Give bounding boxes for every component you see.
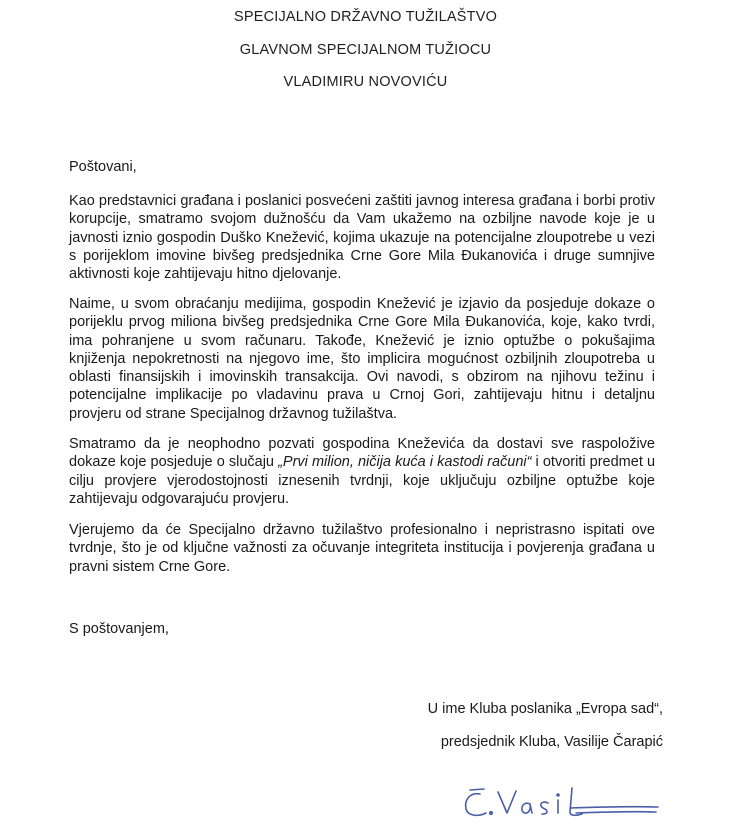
closing: S poštovanjem,: [69, 621, 169, 637]
signatory-club-line: U ime Kluba poslanika „Evropa sad“,: [427, 701, 663, 717]
case-name-italic: „Prvi milion, ničija kuća i kastodi računi“: [278, 454, 532, 471]
paragraph-3: [69, 435, 655, 508]
handwritten-signature: [458, 780, 663, 822]
paragraph-1: Kao predstavnici građana i poslanici posvećeni zaštiti javnog interesa građana i borbi protiv korupcije, smatramo svojom dužnošću da Vam ukažemo na ozbiljne navode koje je u javnosti iznio gospodin Duško Knežević, kojima ukazuje na potencijalne zloupotrebe u vezi s porijeklom imovine bivšeg predsjednika Crne Gore Mila Đukanovića i druge sumnjive aktivnosti koje zahtijevaju hitno djelovanje.: [69, 193, 655, 283]
addressee-line-1: SPECIJALNO DRŽAVNO TUŽILAŠTVO: [233, 9, 498, 25]
paragraph-3-text-before: Smatramo da je neophodno pozvati gospodina Kneževića da dostavi sve raspoložive dokaze koje posjeduje o slučaju: [69, 436, 655, 471]
addressee-line-2: GLAVNOM SPECIJALNOM TUŽIOCU: [239, 42, 492, 58]
paragraph-3-text-after: i otvoriti predmet u cilju provjere vjerodostojnosti iznesenih tvrdnji, koje uključuju ozbiljne optužbe koje zahtijevaju odgovarajuću provjeru.: [69, 454, 656, 507]
paragraph-4: Vjerujemo da će Specijalno državno tužilaštvo profesionalno i nepristrasno ispitati ove tvrdnje, što je od ključne važnosti za očuvanje integriteta institucija i povjerenja građana u pravni sistem Crne Gore.: [69, 522, 655, 575]
signatory-name-line: predsjednik Kluba, Vasilije Čarapić: [440, 734, 663, 750]
addressee-line-3: VLADIMIRU NOVOVIĆU: [283, 74, 448, 90]
salutation: Poštovani,: [69, 159, 137, 175]
paragraph-2: Naime, u svom obraćanju medijima, gospodin Knežević je izjavio da posjeduje dokaze o porijeklu prvog miliona bivšeg predsjednika Crne Gore Mila Đukanovića, koje, kako tvrdi, ima pohranjene u svom računaru. Takođe, Knežević je iznio optužbe o pokušajima knjiženja nepokretnosti na njegovo ime, što implicira mogućnost ozbiljnih zloupotreba u oblasti finansijskih i imovinskih transakcija. Ovi navodi, s obzirom na njihovu težinu i potencijalne implikacije po vladavinu prava u Crnoj Gori, zahtijevaju hitnu i detaljnu provjeru od strane Specijalnog državnog tužilaštva.: [69, 296, 655, 422]
